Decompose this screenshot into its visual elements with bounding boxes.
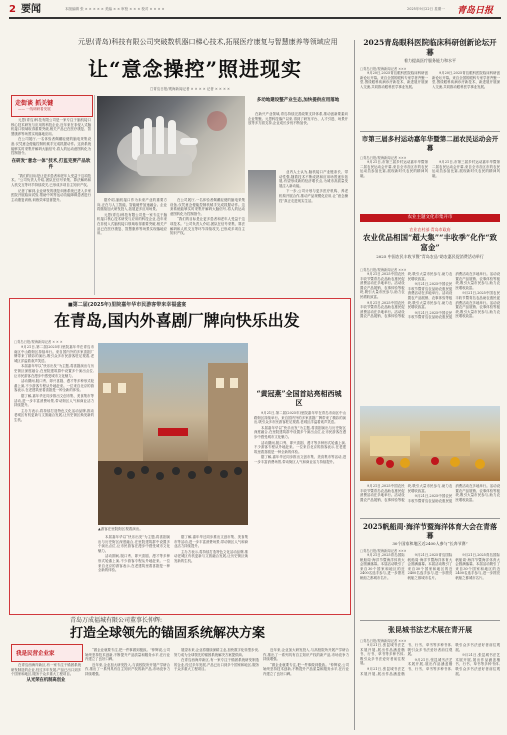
right-story-byline: □青岛日报/观海新闻记者 ××× <box>360 156 407 160</box>
feature-paragraph: 据了解,嘉年华还同步推出文创市集、美食集市等活动,进一步丰富消费场景,带动街区人气和商业活力持续提升。 <box>174 535 248 549</box>
column-divider <box>94 95 95 295</box>
right-story-byline: □青岛日报/观海新闻记者 ××× <box>360 549 407 553</box>
lead-paragraph: 在公司展厅,一名体验者佩戴轻便的脑电采集设备,仅凭意念便能控制机械手完成抓握动作。这套系统能够实时采集并解码大脑信号,将人的运动意图转化为控制指令。 <box>11 137 91 156</box>
robotic-hand-icon <box>97 96 245 193</box>
right-story-paragraph: 9月21日,2025中国农民丰收节暨青岛农品助农惠民促消费活动在多地举行。活动设置农产品展销、农事体验等板块,吸引大量市民参与,助力农民增收致富。 <box>407 484 500 503</box>
right-story-headline: 2025帆船周·海洋节暨海洋体育大会在青落幕 <box>363 522 497 540</box>
feature-paragraph: 主办方表示,将持续打造特色文化活动品牌,推动老城区有机更新与文旅融合发展,让历史街区焕发新的生机。 <box>14 408 94 422</box>
right-story-paragraph: 9月21日,2025青岛国际帆船周·海洋节暨海洋体育大会圆满落幕。本届活动吸引了来自30个国家和地区的近2400名选手参与,进一步擦亮帆船之都城市名片。 <box>455 553 500 580</box>
feature-sub-headline: “黄冠燕”全国首站亮相西城区 <box>256 389 342 407</box>
feature-body-col1 <box>14 345 94 610</box>
feature-paragraph: 据了解,嘉年华还同步推出文创市集、美食集市等活动,进一步丰富消费场景,带动街区人气和商业活力持续提升。 <box>14 393 94 408</box>
right-story-deck: 着力提高医疗服务能力和水平 <box>404 58 456 63</box>
lead-photo <box>97 96 245 193</box>
right-banner-text: 农业主题文化市集开市 <box>407 215 453 220</box>
right-story-byline: □青岛日报/观海新闻记者 ××× <box>360 268 407 272</box>
lead-paragraph: 记者了解到,企业研发的康复训练系统已进入多家医院开展临床试验,帮助中风等运动功能障碍患者进行主动康复训练,训练效率显著提升。 <box>11 188 91 202</box>
newspaper-logo: 青岛日报 <box>457 6 494 16</box>
feature-body-col3 <box>174 535 248 610</box>
feature-paragraph: 据了解,嘉年华还同步推出文创市集、美食集市等活动,进一步丰富消费场景,带动街区人气和商业活力持续提升。 <box>254 455 346 464</box>
right-story-paragraph: 9月21日,市第三届乡村运动嘉年华暨第二届农民运动会开幕,来自全市各区市的农民运动员参加比赛,展现新时代农民的精神风貌。 <box>432 160 500 178</box>
bottom-paragraph: “做企业就要专注,把一件事做到极致。”仲辉说,公司始终坚持技术创新,不断提升产品质量和服务水平,在行业内建立了良好口碑。 <box>263 662 349 676</box>
harvest-market-icon <box>360 406 500 481</box>
right-story-text <box>360 553 500 618</box>
right-story-text <box>360 160 500 212</box>
bottom-side-label: 我是民营企业家 <box>16 651 55 657</box>
feature-paragraph: 本届嘉年华以“快乐出发”为主题,将喜剧演出与历史街区深度融合,在里院建筑群中设置多个演出点位,让市民游客在漫步中感受城市文化魅力。 <box>254 425 346 439</box>
separator <box>360 620 500 621</box>
right-story-paragraph: 9月21日,2025中国农民丰收节暨青岛农品助农惠民促消费活动在多地举行。活动设置农产品展销、农事体验等板块,吸引大量市民参与,助力农民增收致富。 <box>407 272 500 320</box>
right-column-divider <box>354 40 355 730</box>
masthead-meta: 本版编辑 张 × × × × × 美编 × × 审校 × × × 校对 × × × × <box>65 7 165 11</box>
masthead-date: 2025年9月22日 星期一 <box>407 7 445 11</box>
right-story-paragraph: 9月21日,张昆城书法艺术展开展,展出作品涵盖楷书、行书、草书等多种书体,吸引众多书法爱好者前往观展。 <box>360 643 405 666</box>
lead-paragraph: 下一步,公司计划与更多医疗机构、养老机构开展合作,推动产品规模化应用,让“意念操控”真正走进现实生活。 <box>279 189 348 203</box>
right-story-text <box>360 643 500 731</box>
feature-paragraph: 本届嘉年华以“快乐出发”为主题,将喜剧演出与历史街区深度融合,在里院建筑群中设置多个演出点位,让市民游客在漫步中感受城市文化魅力。 <box>98 535 170 553</box>
lead-paragraph: “我们的目标是让更多患者和老年人受益于这项技术。”公司负责人介绍,团队在信号采集、算法解码和人机交互等环节持续攻关,已形成多项自主知识产权。 <box>11 173 91 187</box>
lead-story-headline: 让“意念操控”照进现实 <box>88 57 303 81</box>
lead-side-sub: —— 一线调研看发展 <box>18 107 51 111</box>
lead-small-photo <box>248 170 276 222</box>
feature-paragraph: 主办方表示,将持续打造特色文化活动品牌,推动老城区有机更新与文旅融合发展,让历史街区焕发新的生机。 <box>174 549 248 563</box>
right-story-paragraph: 9月20日,2025青岛眼科医院临床科研创新论坛开幕。来自全国的眼科专家学者齐聚一堂,围绕眼科疾病诊疗新技术、新进展开展深入交流,共同推动眼科医学事业发展。 <box>432 71 500 89</box>
feature-box <box>9 298 351 615</box>
separator <box>360 131 500 132</box>
lead-paragraph: 业内人士认为,脑机接口产业链条长、带动性强,随着技术不断成熟和应用场景逐步拓展,有望形成新的经济增长点,为城市高质量发展注入新动能。 <box>279 170 348 188</box>
feature-headline: 在青岛,国内外喜剧厂牌向快乐出发 <box>54 311 300 330</box>
right-story-deck: 30个国家和地区近2400人参与“长奔节赛” <box>392 541 468 546</box>
bottom-paragraph: 在青岛西海岸新区,有一家专注于锚固系统研发制造的企业,经过多年发展,产品已出口到多个国家和地区,服务于众多重大工程项目。 <box>174 658 259 672</box>
bottom-story-headline: 打造全球领先的锚固系统解决方案 <box>70 626 266 641</box>
right-story-paragraph: 9月21日,张昆城书法艺术展开展,展出作品涵盖楷书、行书、草书等多种书体,吸引众多书法爱好者前往观展。 <box>407 643 500 671</box>
right-story-paragraph: 9月21日,2025青岛国际帆船周·海洋节暨海洋体育大会圆满落幕。本届活动吸引了来自30个国家和地区的近2400名选手参与,进一步擦亮帆船之都城市名片。 <box>407 553 453 580</box>
right-story-paragraph: 9月21日,2025青岛国际帆船周·海洋节暨海洋体育大会圆满落幕。本届活动吸引了来自30个国家和地区的近2400名选手参与,进一步擦亮帆船之都城市名片。 <box>360 553 405 580</box>
bottom-subheading: 从光荣在机制高创业 <box>26 677 66 683</box>
right-story-paragraph: 9月21日,2025中国农民丰收节暨青岛农品助农惠民促消费活动在多地举行。活动设置农产品展销、农事体验等板块,吸引大量市民参与,助力农民增收致富。 <box>407 282 453 310</box>
feature-byline: □青岛日报/观海新闻记者 × × × <box>14 340 63 344</box>
feature-paragraph: 本届嘉年华以“快乐出发”为主题,将喜剧演出与历史街区深度融合,在里院建筑群中设置多个演出点位,让市民游客在漫步中感受城市文化魅力。 <box>14 364 94 378</box>
bottom-paragraph: 展望未来,企业将继续深耕主业,加快数字化转型步伐,努力成为全球领先的锚固系统解决方案提供商。 <box>174 648 259 657</box>
bottom-story-kicker: 青岛万成福城有限公司董事长仲辉: <box>70 617 163 624</box>
feature-paragraph: 9月21日,第二届(2025年)里院嘉年华在青岛市南区中山路街区持续举行。来自国内外的多家喜剧厂牌带来了精彩的演出,吸引众多市民游客驻足观看,老城区洋溢着欢声笑语。 <box>254 411 346 425</box>
right-banner <box>360 214 500 222</box>
lead-story-kicker: 元思(青岛)科技有限公司突破数机器口梯心技术,拓展医疗康复与智慧康养等领域应用 <box>78 38 338 46</box>
bottom-side-label-box <box>11 644 83 662</box>
right-story-paragraph: 9月21日,2025中国农民丰收节暨青岛农品助农惠民促消费活动在多地举行。活动设置农产品展销、农事体验等板块,吸引大量市民参与,助力农民增收致富。 <box>360 272 453 319</box>
right-story-paragraph: 9月21日,张昆城书法艺术展开展,展出作品涵盖楷书、行书、草书等多种书体,吸引众多书法爱好者前往观展。 <box>360 643 453 676</box>
right-story-deck: 2025 中国农民丰收节暨“青岛农品”助农惠民促消费活动举行 <box>376 254 484 259</box>
feature-paragraph: 活动期间,脱口秀、即兴喜剧、漫才等多种形式轮番上演,不少游客专程从外地赶来。一位来自北京的游客表示,在老建筑里看喜剧是一种全新的体验。 <box>98 554 170 573</box>
lead-paragraph: 在公司展厅,一名体验者佩戴轻便的脑电采集设备,仅凭意念便能控制机械手完成抓握动作。这套系统能够实时采集并解码大脑信号,将人的运动意图转化为控制指令。 <box>170 198 245 216</box>
separator <box>360 518 500 519</box>
lead-body-col3 <box>170 198 245 296</box>
bottom-paragraph: 近年来,企业加大研发投入,与高校院所开展产学研合作,推出了一系列具有自主知识产权的新产品,市场竞争力持续增强。 <box>263 648 349 662</box>
page-section-label: 要闻 <box>21 4 41 15</box>
bottom-paragraph: 近年来,企业加大研发投入,与高校院所开展产学研合作,推出了一系列具有自主知识产权的新产品,市场竞争力持续增强。 <box>85 662 170 676</box>
lead-paragraph: 元思(青岛)科技有限公司是一家专注于脑机接口核心技术研发与应用的科技企业,近年来在非侵入式脑机接口领域取得重要突破,相关产品已在医疗康复、智慧康养等场景实现落地应用。 <box>97 212 167 236</box>
feature-body-col4 <box>254 411 346 609</box>
right-story-text <box>360 71 500 129</box>
right-story-text <box>360 272 500 402</box>
lead-paragraph: 元思(青岛)科技有限公司是一家专注于脑机接口核心技术研发与应用的科技企业,近年来在非侵入式脑机接口领域取得重要突破,相关产品已在医疗康复、智慧康养等场景实现落地应用。 <box>11 118 91 136</box>
feature-paragraph: 9月21日,第二届(2025年)里院嘉年华在青岛市南区中山路街区持续举行。来自国内外的多家喜剧厂牌带来了精彩的演出,吸引众多市民游客驻足观看,老城区洋溢着欢声笑语。 <box>14 345 94 363</box>
bottom-body-col2 <box>85 648 170 731</box>
lead-right-body-b <box>279 170 348 296</box>
bottom-body-col1 <box>11 663 81 731</box>
right-story-paragraph: 9月21日,市第三届乡村运动嘉年华暨第二届农民运动会开幕,来自全市各区市的农民运动员参加比赛,展现新时代农民的精神风貌。 <box>360 160 428 178</box>
lead-right-subheading: 多动地建设整产业生态,加快提供应用落地 <box>256 98 340 103</box>
bottom-body-col4 <box>263 648 349 731</box>
right-story-paragraph: 9月21日,张昆城书法艺术展开展,展出作品涵盖楷书、行书、草书等多种书体,吸引众多书法爱好者前往观展。 <box>455 653 500 676</box>
feature-body-col2 <box>98 535 170 610</box>
right-story-byline: □青岛日报/观海新闻记者 ××× <box>360 639 407 643</box>
bottom-paragraph: “做企业就要专注,把一件事做到极致。”仲辉说,公司始终坚持技术创新,不断提升产品质量和服务水平,在行业内建立了良好口碑。 <box>85 648 170 662</box>
lead-paragraph: “我们的目标是让更多患者和老年人受益于这项技术。”公司负责人介绍,团队在信号采集、算法解码和人机交互等环节持续攻关,已形成多项自主知识产权。 <box>170 217 245 236</box>
right-story-headline: 2025青岛眼科医院临床科研创新论坛开幕 <box>363 38 497 57</box>
lead-story-byline: □青岛日报/观海新闻记者 × × × × 记者 × × × × <box>150 87 230 91</box>
feature-paragraph: 活动期间,脱口秀、即兴喜剧、漫才等多种形式轮番上演,不少游客专程从外地赶来。一位来自北京的游客表示,在老建筑里看喜剧是一种全新的体验。 <box>254 440 346 454</box>
lead-body-col1 <box>11 118 91 298</box>
page-number: 2 <box>9 4 16 15</box>
page-masthead <box>9 4 501 16</box>
bottom-body-col3 <box>174 648 259 731</box>
right-story-paragraph: 9月21日,2025中国农民丰收节暨青岛农品助农惠民促消费活动在多地举行。活动设置农产品展销、农事体验等板块,吸引大量市民参与,助力农民增收致富。 <box>360 272 405 299</box>
right-story-byline: □青岛日报/观海新闻记者 ××× <box>360 67 407 71</box>
right-photo <box>360 406 500 481</box>
feature-paragraph: 活动期间,脱口秀、即兴喜剧、漫才等多种形式轮番上演,不少游客专程从外地赶来。一位来自北京的游客表示,在老建筑里看喜剧是一种全新的体验。 <box>14 379 94 393</box>
lead-paragraph: 据介绍,脑机接口作为未来产业的重要方向,正在与人工智能、智能硬件加速融合。企业将继续加大研发投入,拓展更多应用场景。 <box>97 198 167 212</box>
feature-photo-caption: ▲游客在里院街区观看演出。 <box>98 527 143 531</box>
right-story-paragraph: 9月20日,2025青岛眼科医院临床科研创新论坛开幕。来自全国的眼科专家学者齐聚一堂,围绕眼科疾病诊疗新技术、新进展开展深入交流,共同推动眼科医学事业发展。 <box>360 71 428 89</box>
bottom-paragraph: 在青岛西海岸新区,有一家专注于锚固系统研发制造的企业,经过多年发展,产品已出口到多个国家和地区,服务于众多重大工程项目。 <box>11 663 81 677</box>
right-story-text <box>360 484 500 516</box>
right-story-headline: 市第三届多村运动嘉年华暨第二届农民运动会开幕 <box>361 135 499 152</box>
right-story-paragraph: 9月21日,2025中国农民丰收节暨青岛农品助农惠民促消费活动在多地举行。活动设置农产品展销、农事体验等板块,吸引大量市民参与,助力农民增收致富。 <box>360 484 453 502</box>
right-story-headline: 农业优品相国“超大集”“丰收季”化作“致富金” <box>362 233 498 252</box>
lead-side-label: 走街谈 抓关键 <box>15 100 54 107</box>
right-story-kicker: 农业农村部·青岛市政府 <box>409 227 451 232</box>
lead-side-label-box <box>11 95 93 117</box>
lead-body-col2 <box>97 198 167 296</box>
right-story-paragraph: 9月21日,2025中国农民丰收节暨青岛农品助农惠民促消费活动在多地举行。活动设置农产品展销、农事体验等板块,吸引大量市民参与,助力农民增收致富。 <box>455 291 500 319</box>
masthead-rule <box>9 17 501 19</box>
lead-right-body <box>248 112 348 169</box>
right-story-headline: 张昆城书法艺术展在青开展 <box>388 625 472 634</box>
lead-subheading: 在研发“意念一体”技术,打监克要产品软件 <box>11 158 91 170</box>
feature-series: ■第二届(2025年)里院嘉年华市民游客带来幸福盛宴 <box>68 302 187 308</box>
lead-paragraph: 在新兴产业领域,青岛持续完善政策支持体系,推动创新要素向企业集聚。元思科技落户以来,得到了研发平台、人才引进、场景开放等多方面支持,企业成长步伐不断加快。 <box>248 112 348 126</box>
street-crowd-icon <box>98 343 248 525</box>
feature-photo <box>98 343 248 525</box>
